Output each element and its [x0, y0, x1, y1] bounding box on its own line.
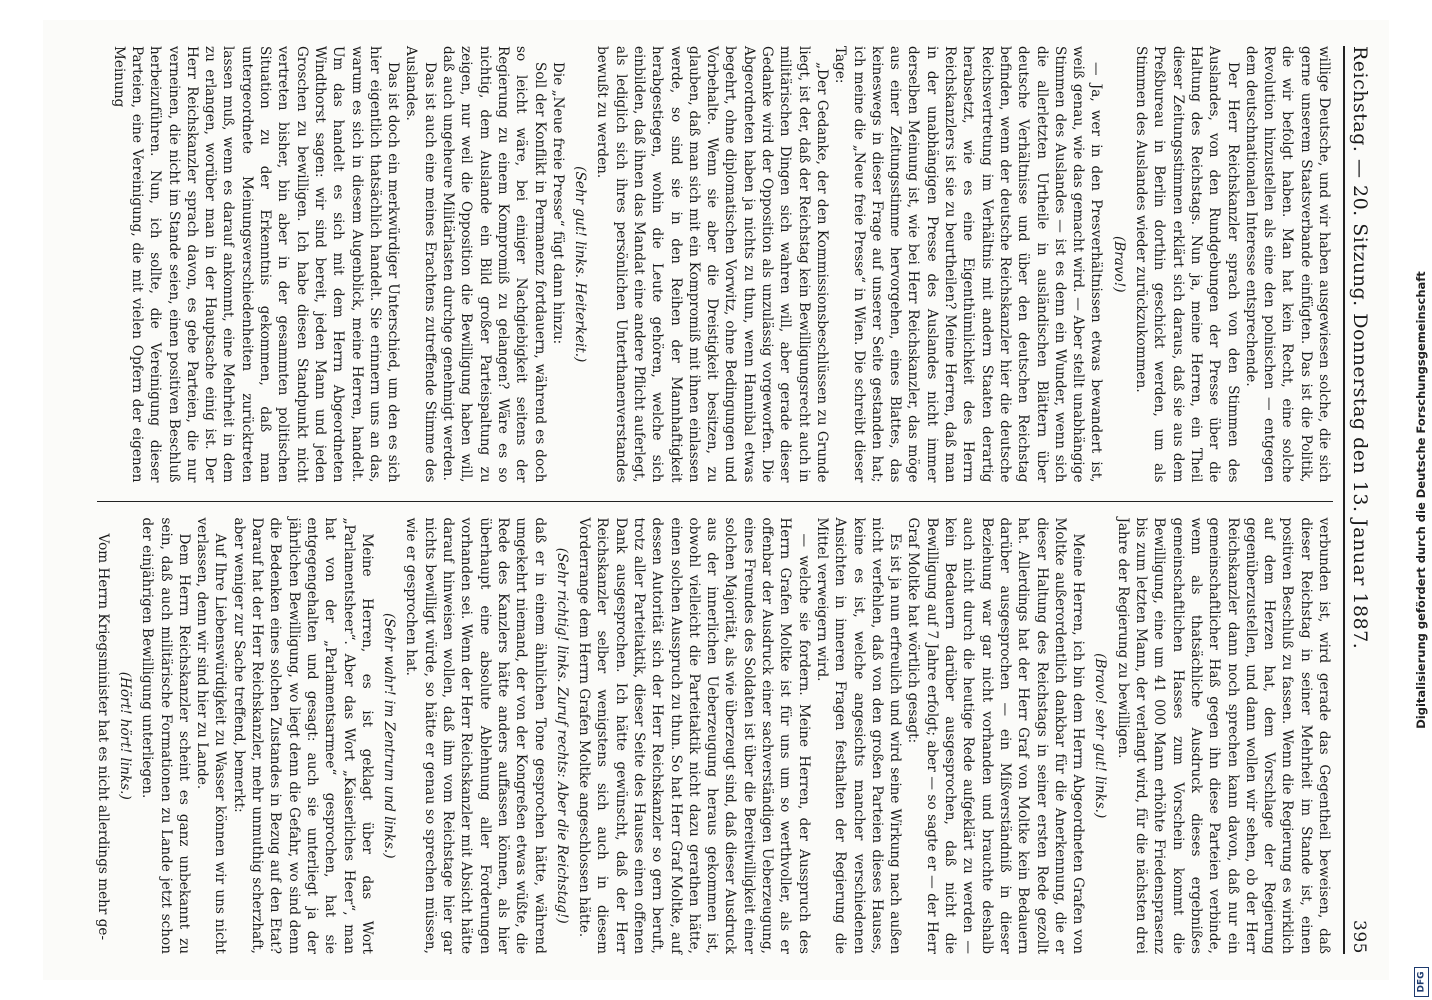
paragraph: Vom Herrn Kriegsminister hat es nicht allerdings mehr ge- [94, 533, 111, 941]
paragraph: — Ja, wer in den Presverhältnissen etwas bewandert ist, weiß genau, wie das gemacht wird. — Aber stellt unabhängige Stimmen des Auslandes — ist es denn ein Wunder, wenn sich die allerletzten Urtheile in ausländischen Blättern über deutsche Verhältnisse und über den deutschen Reichstag befinden, wenn der deutsche Reichskanzler hier die deutsche Reichsvertretung im Verhältnis mit andern Staaten derartig herabsetzt, wie es eine Eigenthümlichkeit des Herrn Reichskanzlers ist sie zu beurtheilen? Meine Herren, daß man in der unabhängigen Presse des Auslandes nicht immer derselben Meinung ist, wie bei Herr Reichskanzler, das möge aus einer Zeitungsstimme hervorgehen, eines Blattes, das keineswegs in dieser Frage auf unserer Seite gestanden hat; ich meine die „Neue freie Presse“ in Wien. Die schreibt dieser Tage: [832, 46, 1105, 483]
paragraph: Meine Herren, es ist geklagt über das Wort „Parlamentsheer“. Aber das Wort „Kaiserliches Heer“, man hat von der „Parlamentsarmee“ gesprochen, hat sie entgegengehalten und gesagt: auch sie unterliegt ja der jährlichen Bewilligung, wo liegt denn die Gefahr, wo sind denn die Bedenken eines solchen Zustandes in Bezug auf den Etat? Darauf hat der Herr Reichskanzler, mehr unmuthig scherzhaft, aber weniger zur Sache treffend, bemerkt: [230, 517, 375, 954]
digitization-credit: Digitalisierung gefördert durch die Deutsche Forschungsgemeinschaft [1414, 271, 1428, 729]
paragraph: Die „Neue freie Presse“ fügt dann hinzu: [549, 62, 566, 345]
quote-paragraph: „Der Gedanke, der den Kommissionsbeschlüssen zu Grunde liegt, ist der, daß der Reichstag kein Bewilligungsrecht auch in militärischen Dingen sich wahren will, aber gerade dieser Gedanke wird der Opposition als unzulässig vorgeworfen. Die Abgeordneten haben ja nichts zu thun, wenn Hannibal etwas begehrt, ohne diplomatischen Vorwitz, ohne Bedingungen und Vorbehalte. Wenn sie aber die Dreistigkeit besitzen, zu glauben, daß man sich mit ein Kompromiß mit ihnen einlassen werde, so sind sie in den Reihen der Mannhaftigkeit herabgestiegen, wohin die Leute gehören, welche sich einbilden, daß ihnen das Mandat eine andere Pflicht auferlegt, als lediglich sich ihres persönlichen Unterthanenverstandes bewußt zu werden. [594, 46, 830, 483]
paragraph: Das ist auch eine meines Erachtens zutreffende Stimme des Auslandes. [403, 46, 438, 483]
dfg-logo-text: DFG [1416, 971, 1427, 993]
dfg-logo-icon [1414, 967, 1429, 997]
stage-direction: (Bravo! sehr gut! links.) [1092, 653, 1109, 819]
left-column [97, 46, 1333, 483]
page-number: 395 [1349, 920, 1369, 954]
digitization-footer [1411, 0, 1432, 1000]
stage-direction: (Bravo!) [1110, 235, 1127, 293]
paragraph: — welche sie fordern. Meine Herren, der Ausspruch des Herrn Grafen Moltke ist für uns um so werthvoller, als er offenbar der Ausdruck einer sachverständigen Ueberzeugung, eines Freundes des Soldaten ist über die Bereitwilligkeit einer solchen Majorität, als wie überzeugt sind, daß dieser Ausdruck aus der innerlichen Ueberzeugung heraus gekommen ist, obwohl vielleicht die Parteitaktik nicht dazu gerathen hätte, einen solchen Ausspruch zu thun. So hat Herr Graf Moltke, auf dessen Autorität sich der Herr Reichskanzler so gern beruft, trotz aller Parteitaktik, dieser Seite des Hauses einen offenen Dank ausgesprochen. Ich hätte gewünscht, daß der Herr Reichskanzler selber wenigstens sich auch in diesem Vorderrange dem Herrn Grafen Moltke angeschlossen hätte. [576, 517, 812, 954]
page-header-title: Reichstag. — 20. Sitzung. Donnerstag den 13. Januar 1887. [1349, 46, 1371, 650]
right-column [94, 501, 1333, 955]
stage-direction: (Sehr wahr! im Zentrum und links.) [381, 612, 398, 859]
paragraph: willige Deutsche, und wir haben ausgewiesen solche, die sich gerne unserem Staatsverbande einfügten. Das ist die Politik, die wir befolgt haben. Man hat kein Recht, eine solche Revolution hinzustellen als eine den polnischen — entgegen dem deutschnationalen Interesse entsprechende. [1242, 46, 1332, 483]
paragraph: Das ist doch ein merkwürdiger Unterschied, um den es sich hier eigentlich thatsächlich handelt. Sie erinnern uns an das, warum es sich in diesem Augenblick, meine Herren, handelt. Um das handelt es sich mit dem Herrn Abgeordneten Windthorst sagen: wir sind bereit, jeden Mann und jeden Groschen zu bewilligen. Ich habe diesen Standpunkt nicht vertreten bisher, bin aber in der gesammten politischen Situation zu der Erkenntnis gekommen, daß man untergeordnete Meinungsverschiedenheiten zurücktreten lassen muß, wenn es darauf ankommt, eine Mehrheit in dem zu erlangen, worüber man in der Hauptsache einig ist. Der Herr Reichskanzler sprach davon, es gebe Parteien, die nur verneinen, die nicht im Stande seien, einen positiven Beschluß herbeizuführen. Nun, ich sollte, die Vereinigung dieser Parteien, eine Vereinigung, die mit vielen Opfern der eigenen Meinung [110, 46, 402, 483]
paragraph: daß er in einem ähnlichen Tone gesprochen hätte, während umgekehrt niemand, der von der Kongreßen etwas wüßte, die Rede des Kanzlers hätte anders auffassen können, als hier überhaupt eine absolute Ablehnung aller Forderungen vorhanden sei. Wenn der Herr Reichskanzler mit Absicht hätte darauf hinweisen wollen, daß ihm vom Reichstage hier gar nichts bewilligt würde, so hätte er genau so sprechen müssen, wie er gesprochen hat. [403, 517, 548, 954]
quote-paragraph: Soll der Konflikt in Permanenz fortdauern, während es doch so leicht wäre, bei einiger Nachgiebigkeit seitens der Regierung zu einem Kompromiß zu gelangen? Wäre es so nichtig, dem Auslande ein Bild großer Parteispaltung zu zeigen, nur weil die Opposition die Bewilligung haben will, daß auch ungeheure Militärlasten durchge genehmigt werden. [440, 46, 548, 483]
paragraph: Der Herr Reichskanzler sprach von den Stimmen des Auslandes, von den Rundgebungen der Presse über die Haltung des Reichstags. Nun ja, meine Herren, ein Theil dieser Zeitungsstimmen erklärt sich daraus, daß sie aus dem Preßbureau in Berlin dorthin geschickt werden, um als Stimmen des Auslandes wieder zurückzukommen. [1133, 46, 1241, 483]
text-columns [94, 46, 1333, 954]
rotated-document-page [43, 20, 1389, 980]
stage-direction: (Sehr gut! links. Heiterkeit.) [572, 166, 589, 363]
paragraph: verbunden ist, wird gerade das Gegentheil beweisen, daß dieser Reichstag in seiner Mehrheit im Stande ist, einen positiven Beschluß zu fassen. Wenn die Regierung es wirklich auf dem Herzen hat, dem Vorschlage der Regierung gegenüberzustellen, und dann wollen wir sehen, ob der Herr Reichskanzler dann noch sprechen kann davon, daß nur ein gemeinschaftlicher Haß gegen ihn diese Parteien verbinde, wenn als thatsächliche Ausdruck dieses ergebnißes gemeinschaftlichen Hasses zum Vorschein kommt die Bewilligung, eine um 41 000 Mann erhöhte Friedensprasenz bis zum letzten Mann, der verlangt wird, für die nächsten drei Jahre der Regierung zu bewilligen. [1114, 517, 1332, 954]
running-head [1343, 46, 1371, 954]
paragraph: Dem Herrn Reichskanzler scheint es ganz unbekannt zu sein, daß auch militärische Formationen zu Lande jetzt schon der einjährigen Bewilligung unterliegen. [139, 517, 192, 954]
stage-direction: (Sehr richtig! links. Zuruf rechts: Aber die Reichstag!) [553, 547, 570, 924]
quote-paragraph: Es ist ja nun erfreulich und wird seine Wirkung nach außen nicht verfehlen, daß von den großen Parteien dieses Hauses, keine es ist, welche angesichts mancher verschiedenen Ansichten in inneren Fragen festhalten der Regierung die Mittel verweigern wird. [813, 517, 904, 954]
stage-direction: (Hört! hört! links.) [117, 671, 133, 800]
quote-paragraph: Auf Ihre Liebenswürdigkeit zu Wasser können wir uns nicht verlassen, denn wir sind hier zu Lande. [194, 517, 229, 954]
paragraph: Meine Herren, ich bin dem Herrn Abgeordneten Grafen von Moltke außerordentlich dankbar für die Anerkennung, die er dieser Haltung des Reichstags in seiner ersten Rede gezollt hat. Allerdings hat der Herr Graf von Moltke kein Bedauern darüber ausgesprochen — ein Mißverständniß in dieser Beziehung war gar nicht vorhanden und brauchte deshalb auch nicht durch die heutige Rede aufgeklärt zu werden — kein Bedauern darüber ausgesprochen, daß nicht die Bewilligung auf 7 Jahre erfolgt; aber — so sagte er — der Herr Graf Moltke hat wörtlich gesagt: [905, 517, 1087, 954]
